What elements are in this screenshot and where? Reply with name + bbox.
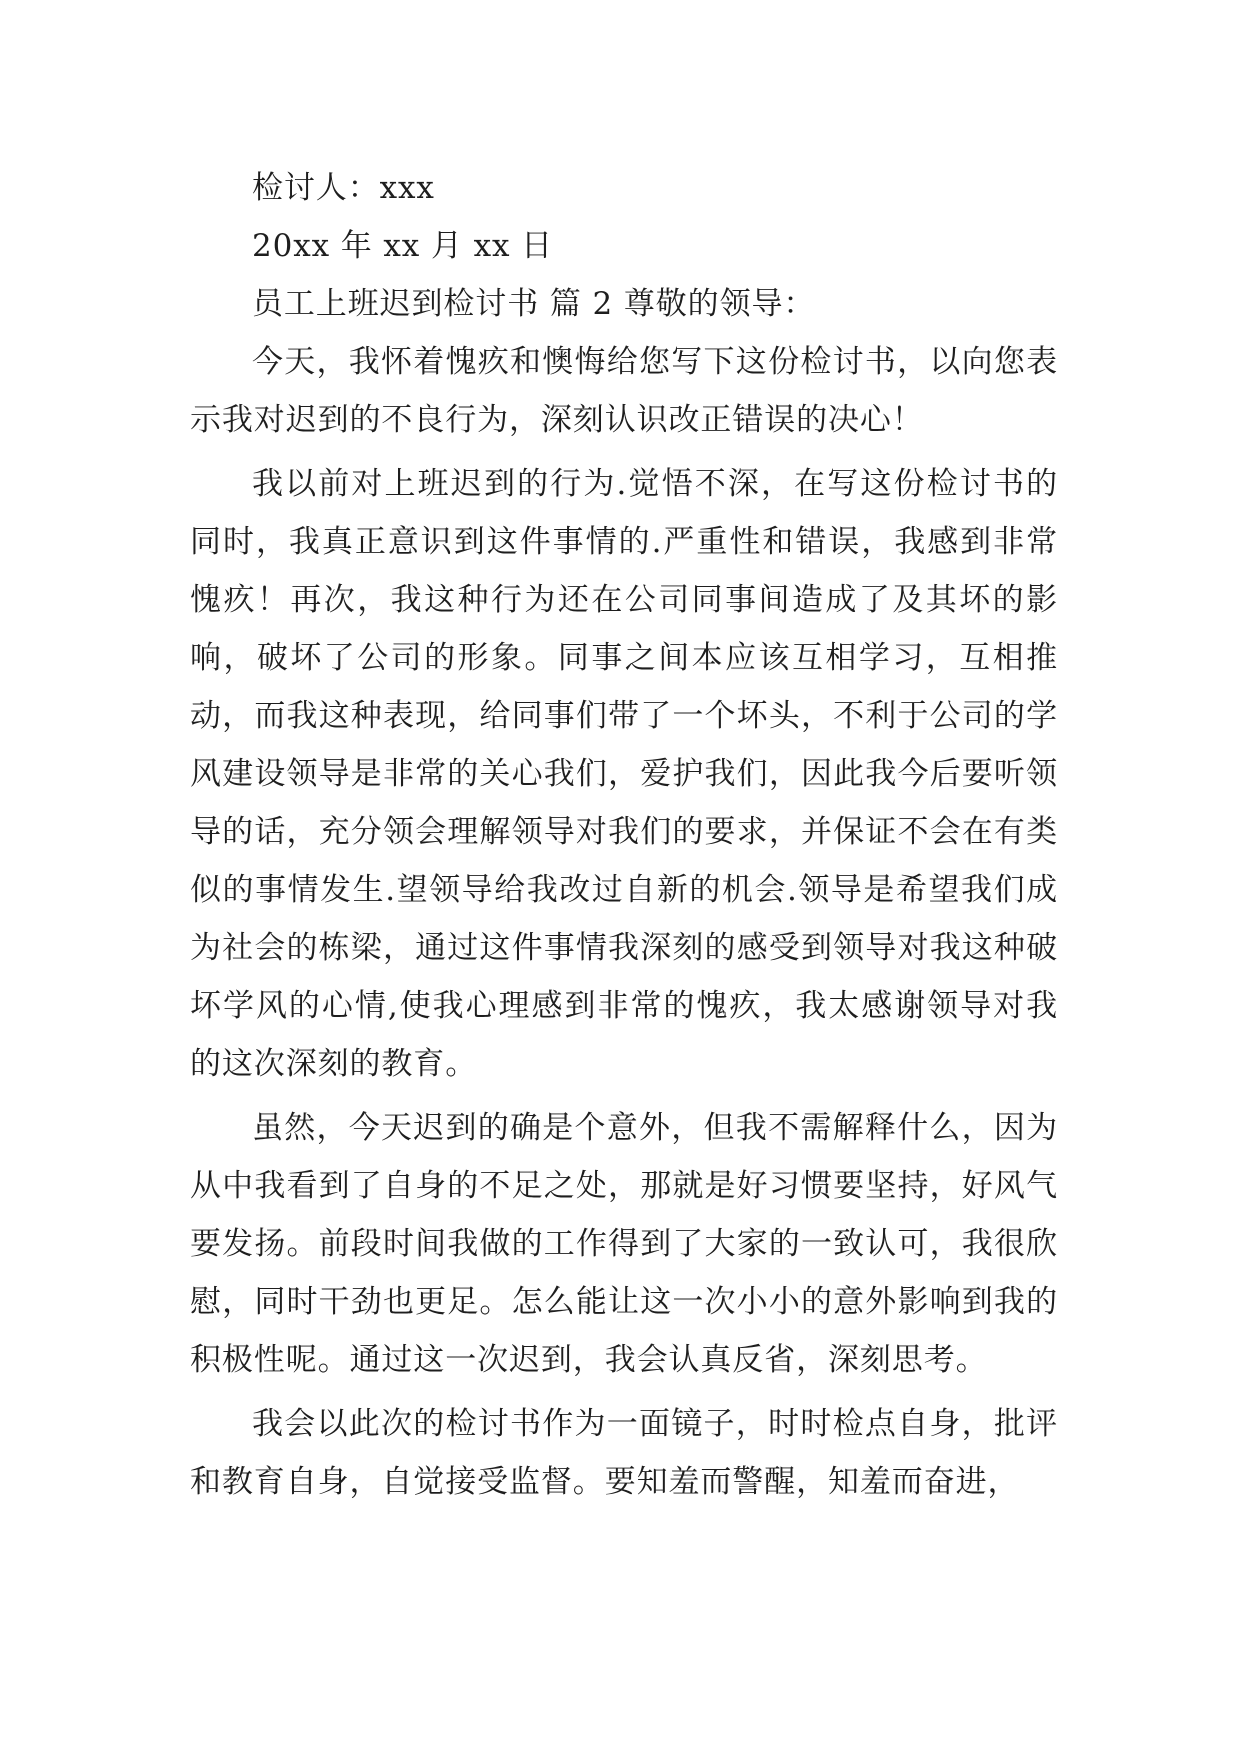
heading-line: 员工上班迟到检讨书 篇 2 尊敬的领导： [252, 286, 816, 322]
paragraph-1: 今天，我怀着愧疚和懊悔给您写下这份检讨书，以向您表示我对迟到的不良行为，深刻认识改正错误的决心！ [190, 344, 1058, 438]
document-body [190, 159, 1058, 1517]
paragraph-4: 我会以此次的检讨书作为一面镜子，时时检点自身，批评和教育自身，自觉接受监督。要知羞而警醒，知羞而奋进， [190, 1406, 1058, 1500]
date-line: 20xx 年 xx 月 xx 日 [252, 228, 554, 264]
paragraph-3: 虽然，今天迟到的确是个意外，但我不需解释什么，因为从中我看到了自身的不足之处，那就是好习惯要坚持，好风气要发扬。前段时间我做的工作得到了大家的一致认可，我很欣慰，同时干劲也更足。怎么能让这一次小小的意外影响到我的积极性呢。通过这一次迟到，我会认真反省，深刻思考。 [190, 1110, 1058, 1378]
reviewer-line: 检讨人：xxx [252, 170, 435, 206]
paragraph-2: 我以前对上班迟到的行为.觉悟不深，在写这份检讨书的同时，我真正意识到这件事情的.严重性和错误，我感到非常愧疚！再次，我这种行为还在公司同事间造成了及其坏的影响，破坏了公司的形象。同事之间本应该互相学习，互相推动，而我这种表现，给同事们带了一个坏头，不利于公司的学风建设领导是非常的关心我们，爱护我们，因此我今后要听领导的话，充分领会理解领导对我们的要求，并保证不会在有类似的事情发生.望领导给我改过自新的机会.领导是希望我们成为社会的栋梁，通过这件事情我深刻的感受到领导对我这种破坏学风的心情,使我心理感到非常的愧疚，我太感谢领导对我的这次深刻的教育。 [190, 466, 1058, 1082]
